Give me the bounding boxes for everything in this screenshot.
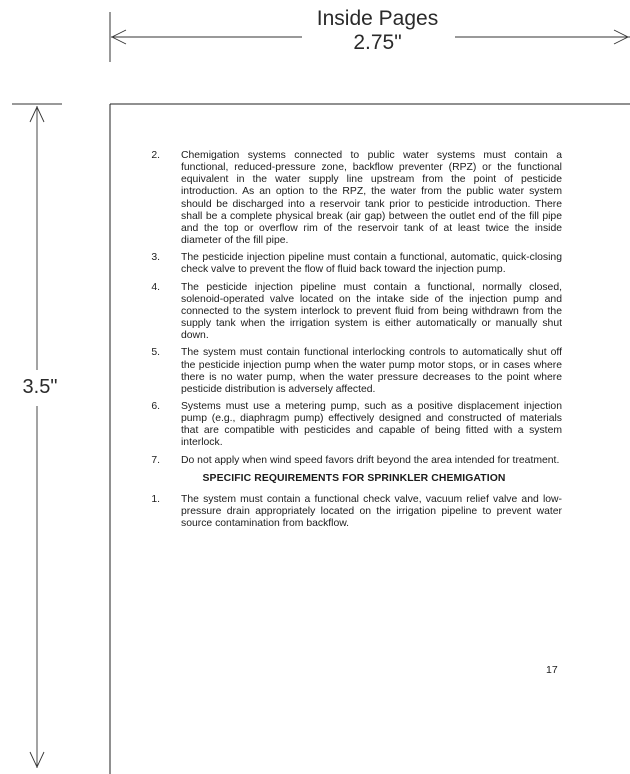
list-item xyxy=(146,401,562,450)
item-number: 4. xyxy=(151,281,160,293)
list-item xyxy=(146,455,562,467)
list-item xyxy=(146,494,562,530)
general-requirements-list xyxy=(146,150,562,467)
item-text: The system must contain functional interlocking controls to automatically shut off the pesticide injection pump when the water pump motor stops, or in cases where there is no water pump, when the water pressure decreases to the point where pesticide distribution is adversely affected. xyxy=(181,347,562,395)
item-number: 6. xyxy=(151,400,160,412)
height-dimension-label: 3.5" xyxy=(22,376,58,398)
list-item xyxy=(146,282,562,343)
sprinkler-requirements-list xyxy=(146,494,562,530)
item-number: 1. xyxy=(151,493,160,505)
list-item xyxy=(146,347,562,396)
width-label-value: 2.75" xyxy=(353,30,402,54)
width-dimension-label xyxy=(300,7,455,54)
item-number: 7. xyxy=(151,454,160,466)
item-text: The pesticide injection pipeline must contain a functional, normally closed, solenoid-operated valve located on the intake side of the injection pump and connected to the system interlock to prevent fluid from being withdrawn from the supply tank when the irrigation system is either automatically or manually shut down. xyxy=(181,281,562,342)
item-text: Systems must use a metering pump, such as a positive displacement injection pump (e.g., diaphragm pump) effectively designed and constructed of materials that are compatible with pesticides and capable of being fitted with a system interlock. xyxy=(181,400,562,449)
page-number: 17 xyxy=(546,664,558,676)
item-text: The system must contain a functional check valve, vacuum relief valve and low-pressure drain appropriately located on the irrigation pipeline to prevent water source contamination from backflow. xyxy=(181,493,562,530)
item-number: 3. xyxy=(151,252,160,264)
width-label-title: Inside Pages xyxy=(316,7,439,30)
item-number: 5. xyxy=(151,347,160,359)
page-content xyxy=(146,150,562,535)
section-heading: SPECIFIC REQUIREMENTS FOR SPRINKLER CHEMIGATION xyxy=(202,472,506,484)
item-text: Chemigation systems connected to public water systems must contain a functional, reduced-pressure zone, backflow preventer (RPZ) or the functional equivalent in the water supply line upstream from the point of pesticide introduction. As an option to the RPZ, the water from the public water system should be discharged into a reservoir tank prior to pesticide introduction. There shall be a complete physical break (air gap) between the outlet end of the fill pipe and the top or overflow rim of the reservoir tank of at least twice the inside diameter of the fill pipe. xyxy=(181,150,562,247)
list-item xyxy=(146,252,562,276)
item-text: Do not apply when wind speed favors drift beyond the area intended for treatment. xyxy=(181,454,560,466)
list-item xyxy=(146,150,562,247)
item-text: The pesticide injection pipeline must contain a functional, automatic, quick-closing check valve to prevent the flow of fluid back toward the injection pump. xyxy=(181,252,562,276)
item-number: 2. xyxy=(151,150,160,161)
